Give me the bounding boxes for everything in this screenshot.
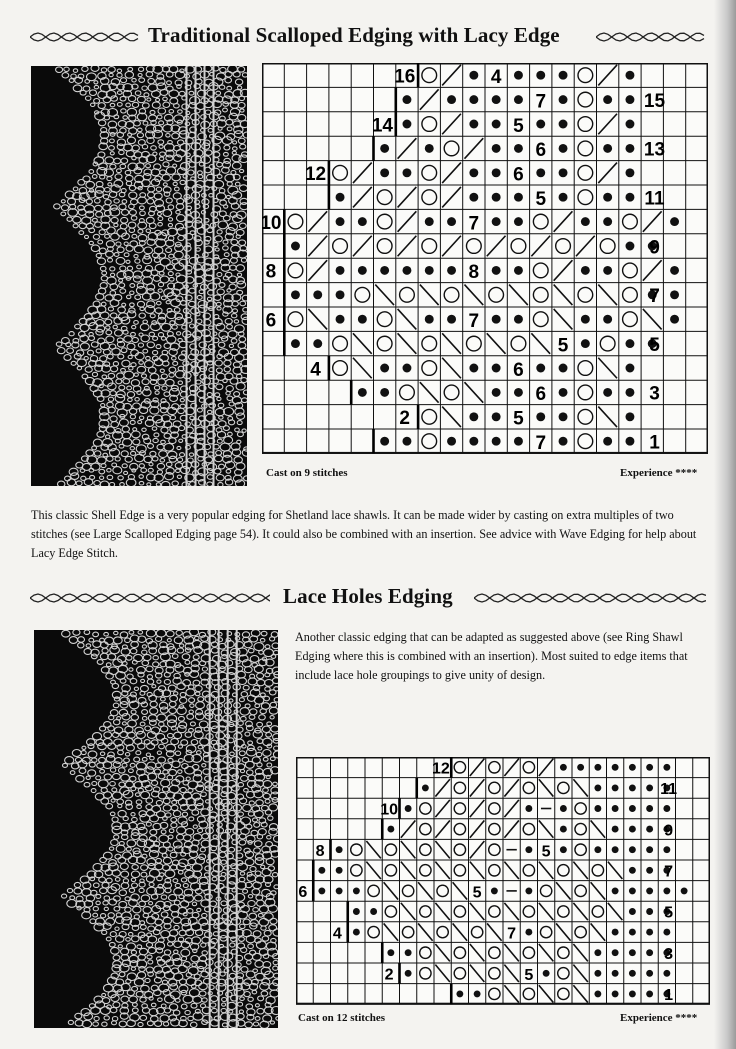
chart-stitch xyxy=(670,266,679,275)
chart-stitch xyxy=(492,144,501,153)
chart-stitch xyxy=(663,887,670,894)
svg-text:7: 7 xyxy=(468,213,480,235)
chart-stitch xyxy=(646,784,653,791)
chart-stitch xyxy=(629,805,636,812)
chart-stitch xyxy=(456,990,463,997)
row-number-label: 4 xyxy=(310,359,321,381)
chart-stitch xyxy=(625,364,634,373)
chart-stitch xyxy=(402,266,411,275)
chart-stitch xyxy=(336,315,345,324)
chart-stitch xyxy=(612,970,619,977)
chart-stitch xyxy=(670,217,679,226)
svg-text:8: 8 xyxy=(468,262,480,284)
chart-stitch xyxy=(559,144,568,153)
chart-stitch xyxy=(358,388,367,397)
chart-stitch xyxy=(402,120,411,129)
chart-stitch xyxy=(663,764,670,771)
decorative-wave-right xyxy=(596,30,706,44)
chart-stitch xyxy=(612,846,619,853)
svg-text:7: 7 xyxy=(507,924,517,943)
chart-stitch xyxy=(559,95,568,104)
decorative-wave-left-2 xyxy=(30,591,270,605)
chart-stitch xyxy=(491,887,498,894)
chart-stitch xyxy=(612,949,619,956)
chart-stitch xyxy=(625,120,634,129)
chart-stitch xyxy=(422,784,429,791)
chart-stitch xyxy=(594,970,601,977)
chart-stitch xyxy=(513,165,524,186)
chart-stitch xyxy=(514,144,523,153)
chart-stitch xyxy=(612,887,619,894)
chart-stitch xyxy=(491,67,502,88)
chart-stitch xyxy=(318,887,325,894)
chart-stitch xyxy=(646,826,653,833)
chart-stitch xyxy=(313,290,322,299)
chart-stitch xyxy=(646,990,653,997)
chart-stitch xyxy=(560,826,567,833)
chart-stitch xyxy=(646,764,653,771)
chart-stitch xyxy=(405,949,412,956)
chart-stitch xyxy=(525,929,532,936)
chart-stitch xyxy=(629,929,636,936)
chart-stitch xyxy=(313,339,322,348)
chart-stitch xyxy=(358,315,367,324)
chart-stitch xyxy=(492,120,501,129)
chart-stitch xyxy=(581,315,590,324)
chart-stitch xyxy=(380,437,389,446)
chart-stitch xyxy=(559,193,568,202)
chart-stitch xyxy=(336,846,343,853)
chart-stitch xyxy=(514,193,523,202)
chart-stitch xyxy=(629,970,636,977)
chart-stitch xyxy=(469,311,480,332)
chart-stitch xyxy=(594,846,601,853)
chart-stitch xyxy=(513,360,524,381)
chart-stitch xyxy=(594,949,601,956)
row-number-label: 6 xyxy=(265,310,277,332)
chart-stitch xyxy=(525,887,532,894)
row-number-label: 3 xyxy=(664,944,674,963)
chart-stitch xyxy=(474,990,481,997)
row-number-label: 1 xyxy=(649,432,660,454)
svg-text:5: 5 xyxy=(472,883,482,902)
chart-stitch xyxy=(581,339,590,348)
chart-stitch xyxy=(336,266,345,275)
chart-stitch xyxy=(559,437,568,446)
chart-stitch xyxy=(577,764,584,771)
chart-stitch xyxy=(380,168,389,177)
chart-stitch xyxy=(646,887,653,894)
row-number-label: 11 xyxy=(660,780,678,799)
section1-cast-on: Cast on 9 stitches xyxy=(266,467,348,479)
chart-stitch xyxy=(594,784,601,791)
chart-stitch xyxy=(514,437,523,446)
row-number-label: 13 xyxy=(643,139,666,161)
chart-stitch xyxy=(625,242,634,251)
experience-label-2: Experience xyxy=(620,1012,673,1024)
chart-stitch xyxy=(492,95,501,104)
chart-stitch xyxy=(559,388,568,397)
row-number-label: 8 xyxy=(315,841,325,860)
chart-stitch xyxy=(625,388,634,397)
svg-text:5: 5 xyxy=(524,965,534,984)
row-number-label: 2 xyxy=(384,965,394,984)
svg-text:6: 6 xyxy=(513,359,524,381)
chart-stitch xyxy=(507,925,516,943)
chart-stitch xyxy=(625,437,634,446)
section1-description: This classic Shell Edge is a very popular edging for Shetland lace shawls. It can be made wider by casting on extra multiples of two stitches (see Large Scalloped Edging page 54). It could also be combined with an insertion. See advice with Wave Edging for help about Lacy Edge Stitch. xyxy=(31,508,697,560)
chart-stitch xyxy=(612,929,619,936)
chart-stitch xyxy=(336,867,343,874)
svg-text:6: 6 xyxy=(513,164,524,186)
chart-stitch xyxy=(559,71,568,80)
chart-stitch xyxy=(535,189,546,210)
chart-stitch xyxy=(469,120,478,129)
chart-stitch xyxy=(612,990,619,997)
chart-stitch xyxy=(492,437,501,446)
chart-stitch xyxy=(670,290,679,299)
chart-stitch xyxy=(581,217,590,226)
row-number-label: 16 xyxy=(394,66,416,88)
chart-stitch xyxy=(625,144,634,153)
chart-stitch xyxy=(542,842,551,860)
chart-stitch xyxy=(469,193,478,202)
chart-stitch xyxy=(425,144,434,153)
chart-stitch xyxy=(603,95,612,104)
row-number-label: 10 xyxy=(380,800,399,819)
chart-stitch xyxy=(387,949,394,956)
row-number-label: 11 xyxy=(644,188,665,210)
chart-stitch xyxy=(514,95,523,104)
svg-text:6: 6 xyxy=(535,140,547,162)
chart-stitch xyxy=(535,384,546,405)
chart-stitch xyxy=(492,193,501,202)
row-number-label: 1 xyxy=(664,986,674,1005)
chart-stitch xyxy=(594,764,601,771)
chart-stitch xyxy=(336,217,345,226)
svg-text:6: 6 xyxy=(535,384,547,406)
chart-stitch xyxy=(492,168,501,177)
chart-stitch xyxy=(663,846,670,853)
chart-stitch xyxy=(536,71,545,80)
row-number-label: 9 xyxy=(664,821,674,840)
chart-stitch xyxy=(469,213,480,234)
chart-stitch xyxy=(594,990,601,997)
chart-stitch xyxy=(513,409,524,430)
chart-stitch xyxy=(612,826,619,833)
chart-stitch xyxy=(543,970,550,977)
chart-stitch xyxy=(514,266,523,275)
chart-stitch xyxy=(473,883,482,901)
chart-stitch xyxy=(492,364,501,373)
chart-stitch xyxy=(469,168,478,177)
row-number-label: 2 xyxy=(399,408,411,430)
chart-stitch xyxy=(291,339,300,348)
svg-text:5: 5 xyxy=(513,408,524,430)
chart-stitch xyxy=(405,805,412,812)
chart-stitch xyxy=(581,266,590,275)
chart-stitch xyxy=(536,120,545,129)
chart-stitch xyxy=(380,388,389,397)
chart-stitch xyxy=(646,949,653,956)
chart-stitch xyxy=(646,867,653,874)
chart-stitch xyxy=(536,168,545,177)
chart-stitch xyxy=(629,887,636,894)
chart-stitch xyxy=(353,908,360,915)
row-number-label: 5 xyxy=(664,903,674,922)
chart-stitch xyxy=(447,315,456,324)
section1-title: Traditional Scalloped Edging with Lacy Edge xyxy=(148,23,560,47)
row-number-label: 8 xyxy=(265,261,277,283)
chart-stitch xyxy=(492,388,501,397)
chart-stitch xyxy=(291,290,300,299)
row-number-label: 4 xyxy=(332,924,342,943)
chart-stitch xyxy=(536,412,545,421)
decorative-wave-left xyxy=(30,30,140,44)
svg-text:5: 5 xyxy=(535,189,547,211)
chart-stitch xyxy=(514,388,523,397)
chart-stitch xyxy=(336,887,343,894)
chart-stitch xyxy=(513,116,524,137)
chart-stitch xyxy=(603,315,612,324)
chart-stitch xyxy=(629,764,636,771)
chart-stitch xyxy=(559,168,568,177)
chart-stitch xyxy=(681,887,688,894)
chart-stitch xyxy=(425,266,434,275)
chart-stitch xyxy=(594,805,601,812)
chart-stitch xyxy=(559,364,568,373)
scalloped-edging-photo xyxy=(31,66,247,486)
chart-stitch xyxy=(603,437,612,446)
svg-text:4: 4 xyxy=(490,67,502,89)
chart-stitch xyxy=(535,433,546,454)
chart-stitch xyxy=(603,144,612,153)
chart-stitch xyxy=(560,764,567,771)
chart-stitch xyxy=(625,339,634,348)
chart-stitch xyxy=(535,91,546,112)
chart-stitch xyxy=(318,867,325,874)
chart-stitch xyxy=(524,966,533,984)
chart-stitch xyxy=(469,95,478,104)
svg-text:7: 7 xyxy=(535,433,547,455)
svg-text:7: 7 xyxy=(535,91,547,113)
svg-text:5: 5 xyxy=(557,335,569,357)
decorative-wave-right-2 xyxy=(474,591,706,605)
chart-stitch xyxy=(629,908,636,915)
chart-stitch xyxy=(625,193,634,202)
row-number-label: 7 xyxy=(664,862,674,881)
chart-stitch xyxy=(370,908,377,915)
chart-stitch xyxy=(469,262,480,283)
chart-stitch xyxy=(447,95,456,104)
chart-stitch xyxy=(625,71,634,80)
chart-stitch xyxy=(291,242,300,251)
chart-stitch xyxy=(612,805,619,812)
chart-stitch xyxy=(425,315,434,324)
row-number-label: 14 xyxy=(371,115,393,137)
chart-stitch xyxy=(492,266,501,275)
chart-stitch xyxy=(629,949,636,956)
page-binding-shadow xyxy=(714,0,736,1049)
row-number-label: 15 xyxy=(643,90,666,112)
chart-stitch xyxy=(629,990,636,997)
chart-stitch xyxy=(402,437,411,446)
chart-stitch xyxy=(402,364,411,373)
section2-cast-on: Cast on 12 stitches xyxy=(298,1012,386,1024)
chart-stitch xyxy=(425,217,434,226)
chart-stitch xyxy=(469,364,478,373)
chart-stitch xyxy=(380,266,389,275)
chart-stitch xyxy=(625,168,634,177)
chart-stitch xyxy=(603,193,612,202)
chart-stitch xyxy=(387,826,394,833)
chart-stitch xyxy=(447,437,456,446)
chart-stitch xyxy=(646,929,653,936)
chart-stitch xyxy=(663,805,670,812)
svg-text:5: 5 xyxy=(541,842,551,861)
chart-stitch xyxy=(646,805,653,812)
experience-stars: **** xyxy=(675,467,698,479)
chart-stitch xyxy=(629,846,636,853)
section2-title: Lace Holes Edging xyxy=(283,584,453,608)
row-number-label: 6 xyxy=(298,883,308,902)
chart-stitch xyxy=(612,784,619,791)
row-number-label: 10 xyxy=(262,212,282,234)
chart-stitch xyxy=(492,412,501,421)
chart-stitch xyxy=(629,784,636,791)
row-number-label: 5 xyxy=(649,334,660,356)
chart-stitch xyxy=(358,266,367,275)
chart-stitch xyxy=(625,412,634,421)
chart-stitch xyxy=(603,217,612,226)
chart-stitch xyxy=(492,217,501,226)
chart-stitch xyxy=(536,364,545,373)
chart-stitch xyxy=(336,193,345,202)
row-number-label: 7 xyxy=(649,286,660,308)
chart-stitch xyxy=(469,437,478,446)
chart-stitch xyxy=(514,217,523,226)
section1-experience xyxy=(620,467,697,479)
lace-holes-edging-photo xyxy=(34,630,278,1028)
chart-stitch xyxy=(380,144,389,153)
chart-stitch xyxy=(663,970,670,977)
chart-stitch xyxy=(525,805,532,812)
lace-holes-edging-chart xyxy=(296,757,710,1005)
section2-experience xyxy=(620,1012,697,1024)
svg-text:5: 5 xyxy=(513,115,524,137)
row-number-label: 9 xyxy=(649,237,660,259)
chart-stitch xyxy=(358,217,367,226)
chart-stitch xyxy=(670,315,679,324)
chart-stitch xyxy=(514,71,523,80)
chart-stitch xyxy=(629,826,636,833)
chart-stitch xyxy=(603,388,612,397)
chart-stitch xyxy=(646,846,653,853)
chart-stitch xyxy=(492,315,501,324)
chart-stitch xyxy=(469,412,478,421)
chart-stitch xyxy=(603,266,612,275)
chart-stitch xyxy=(402,95,411,104)
chart-stitch xyxy=(402,168,411,177)
chart-stitch xyxy=(447,266,456,275)
chart-stitch xyxy=(380,364,389,373)
chart-stitch xyxy=(625,95,634,104)
chart-stitch xyxy=(469,71,478,80)
chart-stitch xyxy=(559,120,568,129)
chart-stitch xyxy=(447,217,456,226)
row-number-label: 12 xyxy=(304,164,327,186)
chart-stitch xyxy=(336,290,345,299)
chart-stitch xyxy=(646,970,653,977)
row-number-label: 3 xyxy=(649,383,660,405)
chart-stitch xyxy=(629,867,636,874)
scalloped-edging-chart xyxy=(262,63,708,463)
chart-stitch xyxy=(514,315,523,324)
chart-stitch xyxy=(646,908,653,915)
section2-description: Another classic edging that can be adapted as suggested above (see Ring Shawl Edging where this is combined with an insertion). Most suited to edge items that include lace hole groupings to give unity of design. xyxy=(295,630,688,682)
chart-stitch xyxy=(525,846,532,853)
row-number-label: 12 xyxy=(431,759,450,778)
chart-stitch xyxy=(353,929,360,936)
chart-stitch xyxy=(612,764,619,771)
chart-stitch xyxy=(560,846,567,853)
chart-stitch xyxy=(353,887,360,894)
chart-stitch xyxy=(663,929,670,936)
chart-stitch xyxy=(559,412,568,421)
experience-label: Experience xyxy=(620,467,673,479)
experience-stars-2: **** xyxy=(675,1012,698,1024)
chart-stitch xyxy=(405,970,412,977)
chart-stitch xyxy=(535,140,546,161)
chart-stitch xyxy=(558,335,569,356)
svg-text:7: 7 xyxy=(468,311,480,333)
chart-stitch xyxy=(560,805,567,812)
